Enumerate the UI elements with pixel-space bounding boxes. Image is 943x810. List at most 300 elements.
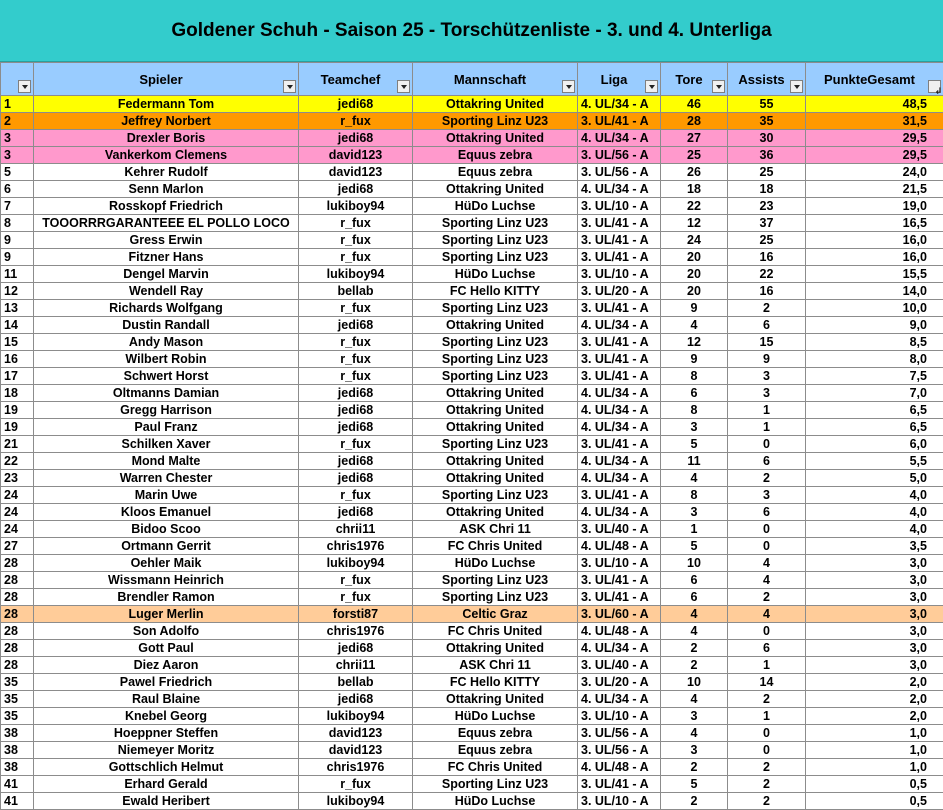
liga-cell[interactable]: 4. UL/34 - A xyxy=(578,419,661,436)
player-cell[interactable]: Andy Mason xyxy=(34,334,299,351)
assists-cell[interactable]: 2 xyxy=(728,300,806,317)
assists-cell[interactable]: 6 xyxy=(728,504,806,521)
player-cell[interactable]: Pawel Friedrich xyxy=(34,674,299,691)
rank-cell[interactable]: 9 xyxy=(1,249,34,266)
goals-cell[interactable]: 25 xyxy=(661,147,728,164)
teamchef-cell[interactable]: r_fux xyxy=(299,487,413,504)
liga-cell[interactable]: 4. UL/34 - A xyxy=(578,181,661,198)
teamchef-cell[interactable]: jedi68 xyxy=(299,504,413,521)
points-cell[interactable]: 7,0 xyxy=(806,385,943,402)
team-cell[interactable]: Sporting Linz U23 xyxy=(413,300,578,317)
team-cell[interactable]: Ottakring United xyxy=(413,470,578,487)
liga-cell[interactable]: 3. UL/41 - A xyxy=(578,487,661,504)
assists-cell[interactable]: 4 xyxy=(728,572,806,589)
assists-cell[interactable]: 1 xyxy=(728,419,806,436)
player-cell[interactable]: Paul Franz xyxy=(34,419,299,436)
liga-cell[interactable]: 4. UL/34 - A xyxy=(578,402,661,419)
assists-cell[interactable]: 6 xyxy=(728,640,806,657)
teamchef-cell[interactable]: lukiboy94 xyxy=(299,266,413,283)
liga-cell[interactable]: 4. UL/48 - A xyxy=(578,759,661,776)
team-cell[interactable]: ASK Chri 11 xyxy=(413,657,578,674)
points-cell[interactable]: 21,5 xyxy=(806,181,943,198)
liga-cell[interactable]: 3. UL/40 - A xyxy=(578,657,661,674)
team-cell[interactable]: Ottakring United xyxy=(413,385,578,402)
rank-cell[interactable]: 19 xyxy=(1,419,34,436)
rank-cell[interactable]: 38 xyxy=(1,742,34,759)
player-cell[interactable]: Drexler Boris xyxy=(34,130,299,147)
points-cell[interactable]: 3,0 xyxy=(806,640,943,657)
points-cell[interactable]: 6,5 xyxy=(806,402,943,419)
filter-dropdown-icon[interactable] xyxy=(397,80,410,93)
liga-cell[interactable]: 4. UL/34 - A xyxy=(578,691,661,708)
team-cell[interactable]: HüDo Luchse xyxy=(413,793,578,810)
player-cell[interactable]: Senn Marlon xyxy=(34,181,299,198)
rank-cell[interactable]: 41 xyxy=(1,776,34,793)
team-cell[interactable]: Equus zebra xyxy=(413,725,578,742)
rank-cell[interactable]: 28 xyxy=(1,589,34,606)
teamchef-cell[interactable]: r_fux xyxy=(299,572,413,589)
goals-cell[interactable]: 9 xyxy=(661,300,728,317)
goals-cell[interactable]: 27 xyxy=(661,130,728,147)
team-cell[interactable]: HüDo Luchse xyxy=(413,708,578,725)
goals-cell[interactable]: 20 xyxy=(661,249,728,266)
liga-cell[interactable]: 4. UL/34 - A xyxy=(578,504,661,521)
assists-cell[interactable]: 0 xyxy=(728,521,806,538)
assists-cell[interactable]: 37 xyxy=(728,215,806,232)
rank-cell[interactable]: 38 xyxy=(1,725,34,742)
goals-cell[interactable]: 2 xyxy=(661,759,728,776)
rank-cell[interactable]: 16 xyxy=(1,351,34,368)
player-cell[interactable]: Wendell Ray xyxy=(34,283,299,300)
assists-cell[interactable]: 16 xyxy=(728,283,806,300)
rank-cell[interactable]: 28 xyxy=(1,657,34,674)
assists-cell[interactable]: 25 xyxy=(728,164,806,181)
teamchef-cell[interactable]: bellab xyxy=(299,283,413,300)
player-cell[interactable]: Jeffrey Norbert xyxy=(34,113,299,130)
goals-cell[interactable]: 10 xyxy=(661,555,728,572)
goals-cell[interactable]: 3 xyxy=(661,742,728,759)
player-cell[interactable]: Kloos Emanuel xyxy=(34,504,299,521)
player-cell[interactable]: Schwert Horst xyxy=(34,368,299,385)
player-cell[interactable]: Kehrer Rudolf xyxy=(34,164,299,181)
assists-cell[interactable]: 9 xyxy=(728,351,806,368)
goals-cell[interactable]: 11 xyxy=(661,453,728,470)
player-cell[interactable]: Ortmann Gerrit xyxy=(34,538,299,555)
team-cell[interactable]: HüDo Luchse xyxy=(413,266,578,283)
points-cell[interactable]: 1,0 xyxy=(806,742,943,759)
liga-cell[interactable]: 3. UL/40 - A xyxy=(578,521,661,538)
player-cell[interactable]: Ewald Heribert xyxy=(34,793,299,810)
points-cell[interactable]: 16,0 xyxy=(806,232,943,249)
liga-cell[interactable]: 3. UL/10 - A xyxy=(578,198,661,215)
team-cell[interactable]: Sporting Linz U23 xyxy=(413,368,578,385)
rank-cell[interactable]: 21 xyxy=(1,436,34,453)
rank-cell[interactable]: 28 xyxy=(1,555,34,572)
assists-cell[interactable]: 18 xyxy=(728,181,806,198)
goals-cell[interactable]: 5 xyxy=(661,538,728,555)
liga-cell[interactable]: 3. UL/41 - A xyxy=(578,351,661,368)
team-cell[interactable]: Sporting Linz U23 xyxy=(413,232,578,249)
team-cell[interactable]: Sporting Linz U23 xyxy=(413,334,578,351)
goals-cell[interactable]: 18 xyxy=(661,181,728,198)
rank-cell[interactable]: 7 xyxy=(1,198,34,215)
player-cell[interactable]: Warren Chester xyxy=(34,470,299,487)
player-cell[interactable]: TOOORRRGARANTEEE EL POLLO LOCO xyxy=(34,215,299,232)
teamchef-cell[interactable]: r_fux xyxy=(299,215,413,232)
player-cell[interactable]: Brendler Ramon xyxy=(34,589,299,606)
goals-cell[interactable]: 2 xyxy=(661,640,728,657)
points-cell[interactable]: 3,0 xyxy=(806,623,943,640)
assists-cell[interactable]: 35 xyxy=(728,113,806,130)
goals-cell[interactable]: 4 xyxy=(661,470,728,487)
goals-cell[interactable]: 12 xyxy=(661,334,728,351)
team-cell[interactable]: Ottakring United xyxy=(413,96,578,113)
liga-cell[interactable]: 3. UL/41 - A xyxy=(578,334,661,351)
team-cell[interactable]: Sporting Linz U23 xyxy=(413,436,578,453)
team-cell[interactable]: ASK Chri 11 xyxy=(413,521,578,538)
points-cell[interactable]: 5,0 xyxy=(806,470,943,487)
teamchef-cell[interactable]: jedi68 xyxy=(299,470,413,487)
assists-cell[interactable]: 22 xyxy=(728,266,806,283)
goals-cell[interactable]: 2 xyxy=(661,793,728,810)
rank-cell[interactable]: 11 xyxy=(1,266,34,283)
teamchef-cell[interactable]: david123 xyxy=(299,164,413,181)
points-cell[interactable]: 14,0 xyxy=(806,283,943,300)
teamchef-cell[interactable]: r_fux xyxy=(299,436,413,453)
points-cell[interactable]: 16,5 xyxy=(806,215,943,232)
team-cell[interactable]: Ottakring United xyxy=(413,419,578,436)
rank-cell[interactable]: 15 xyxy=(1,334,34,351)
goals-cell[interactable]: 10 xyxy=(661,674,728,691)
team-cell[interactable]: Sporting Linz U23 xyxy=(413,215,578,232)
player-cell[interactable]: Oehler Maik xyxy=(34,555,299,572)
goals-cell[interactable]: 4 xyxy=(661,623,728,640)
teamchef-cell[interactable]: lukiboy94 xyxy=(299,198,413,215)
rank-cell[interactable]: 17 xyxy=(1,368,34,385)
rank-cell[interactable]: 6 xyxy=(1,181,34,198)
assists-cell[interactable]: 16 xyxy=(728,249,806,266)
player-cell[interactable]: Hoeppner Steffen xyxy=(34,725,299,742)
team-cell[interactable]: Ottakring United xyxy=(413,453,578,470)
goals-cell[interactable]: 5 xyxy=(661,776,728,793)
liga-cell[interactable]: 4. UL/48 - A xyxy=(578,623,661,640)
assists-cell[interactable]: 6 xyxy=(728,453,806,470)
points-cell[interactable]: 3,0 xyxy=(806,555,943,572)
goals-cell[interactable]: 2 xyxy=(661,657,728,674)
teamchef-cell[interactable]: r_fux xyxy=(299,113,413,130)
liga-cell[interactable]: 4. UL/34 - A xyxy=(578,385,661,402)
teamchef-cell[interactable]: jedi68 xyxy=(299,691,413,708)
teamchef-cell[interactable]: david123 xyxy=(299,147,413,164)
assists-cell[interactable]: 55 xyxy=(728,96,806,113)
rank-cell[interactable]: 9 xyxy=(1,232,34,249)
liga-cell[interactable]: 3. UL/56 - A xyxy=(578,147,661,164)
points-cell[interactable]: 3,0 xyxy=(806,657,943,674)
points-cell[interactable]: 8,5 xyxy=(806,334,943,351)
goals-cell[interactable]: 9 xyxy=(661,351,728,368)
liga-cell[interactable]: 3. UL/41 - A xyxy=(578,368,661,385)
assists-cell[interactable]: 0 xyxy=(728,742,806,759)
team-cell[interactable]: FC Chris United xyxy=(413,623,578,640)
rank-cell[interactable]: 28 xyxy=(1,640,34,657)
rank-cell[interactable]: 18 xyxy=(1,385,34,402)
rank-cell[interactable]: 8 xyxy=(1,215,34,232)
assists-cell[interactable]: 25 xyxy=(728,232,806,249)
goals-cell[interactable]: 3 xyxy=(661,708,728,725)
teamchef-cell[interactable]: jedi68 xyxy=(299,96,413,113)
rank-cell[interactable]: 24 xyxy=(1,504,34,521)
player-cell[interactable]: Knebel Georg xyxy=(34,708,299,725)
team-cell[interactable]: FC Hello KITTY xyxy=(413,674,578,691)
team-cell[interactable]: Sporting Linz U23 xyxy=(413,487,578,504)
rank-cell[interactable]: 28 xyxy=(1,572,34,589)
liga-cell[interactable]: 3. UL/10 - A xyxy=(578,266,661,283)
liga-cell[interactable]: 3. UL/41 - A xyxy=(578,436,661,453)
points-cell[interactable]: 3,0 xyxy=(806,606,943,623)
liga-cell[interactable]: 3. UL/41 - A xyxy=(578,300,661,317)
liga-cell[interactable]: 3. UL/41 - A xyxy=(578,572,661,589)
player-cell[interactable]: Marin Uwe xyxy=(34,487,299,504)
assists-cell[interactable]: 4 xyxy=(728,555,806,572)
liga-cell[interactable]: 4. UL/48 - A xyxy=(578,538,661,555)
points-cell[interactable]: 2,0 xyxy=(806,708,943,725)
player-cell[interactable]: Federmann Tom xyxy=(34,96,299,113)
rank-cell[interactable]: 2 xyxy=(1,113,34,130)
assists-cell[interactable]: 1 xyxy=(728,402,806,419)
points-cell[interactable]: 1,0 xyxy=(806,759,943,776)
liga-cell[interactable]: 3. UL/20 - A xyxy=(578,283,661,300)
goals-cell[interactable]: 8 xyxy=(661,402,728,419)
team-cell[interactable]: FC Chris United xyxy=(413,538,578,555)
teamchef-cell[interactable]: jedi68 xyxy=(299,317,413,334)
teamchef-cell[interactable]: david123 xyxy=(299,742,413,759)
points-cell[interactable]: 4,0 xyxy=(806,504,943,521)
assists-cell[interactable]: 23 xyxy=(728,198,806,215)
points-cell[interactable]: 10,0 xyxy=(806,300,943,317)
player-cell[interactable]: Mond Malte xyxy=(34,453,299,470)
points-cell[interactable]: 6,5 xyxy=(806,419,943,436)
points-cell[interactable]: 6,0 xyxy=(806,436,943,453)
goals-cell[interactable]: 8 xyxy=(661,368,728,385)
player-cell[interactable]: Oltmanns Damian xyxy=(34,385,299,402)
rank-cell[interactable]: 5 xyxy=(1,164,34,181)
liga-cell[interactable]: 4. UL/34 - A xyxy=(578,317,661,334)
team-cell[interactable]: HüDo Luchse xyxy=(413,555,578,572)
player-cell[interactable]: Diez Aaron xyxy=(34,657,299,674)
team-cell[interactable]: FC Chris United xyxy=(413,759,578,776)
player-cell[interactable]: Vankerkom Clemens xyxy=(34,147,299,164)
goals-cell[interactable]: 12 xyxy=(661,215,728,232)
teamchef-cell[interactable]: forsti87 xyxy=(299,606,413,623)
assists-cell[interactable]: 3 xyxy=(728,385,806,402)
liga-cell[interactable]: 3. UL/10 - A xyxy=(578,793,661,810)
liga-cell[interactable]: 4. UL/34 - A xyxy=(578,96,661,113)
goals-cell[interactable]: 26 xyxy=(661,164,728,181)
player-cell[interactable]: Gott Paul xyxy=(34,640,299,657)
assists-cell[interactable]: 30 xyxy=(728,130,806,147)
team-cell[interactable]: Equus zebra xyxy=(413,164,578,181)
teamchef-cell[interactable]: r_fux xyxy=(299,368,413,385)
goals-cell[interactable]: 3 xyxy=(661,419,728,436)
filter-dropdown-icon[interactable] xyxy=(283,80,296,93)
team-cell[interactable]: Sporting Linz U23 xyxy=(413,113,578,130)
rank-cell[interactable]: 3 xyxy=(1,147,34,164)
team-cell[interactable]: Ottakring United xyxy=(413,317,578,334)
assists-cell[interactable]: 0 xyxy=(728,623,806,640)
liga-cell[interactable]: 3. UL/41 - A xyxy=(578,776,661,793)
rank-cell[interactable]: 28 xyxy=(1,606,34,623)
rank-cell[interactable]: 1 xyxy=(1,96,34,113)
assists-cell[interactable]: 2 xyxy=(728,589,806,606)
player-cell[interactable]: Son Adolfo xyxy=(34,623,299,640)
team-cell[interactable]: Sporting Linz U23 xyxy=(413,589,578,606)
filter-dropdown-icon[interactable] xyxy=(712,80,725,93)
points-cell[interactable]: 1,0 xyxy=(806,725,943,742)
team-cell[interactable]: Equus zebra xyxy=(413,147,578,164)
filter-dropdown-icon[interactable] xyxy=(645,80,658,93)
goals-cell[interactable]: 6 xyxy=(661,589,728,606)
teamchef-cell[interactable]: jedi68 xyxy=(299,130,413,147)
liga-cell[interactable]: 4. UL/34 - A xyxy=(578,470,661,487)
points-cell[interactable]: 31,5 xyxy=(806,113,943,130)
player-cell[interactable]: Erhard Gerald xyxy=(34,776,299,793)
teamchef-cell[interactable]: r_fux xyxy=(299,589,413,606)
points-cell[interactable]: 24,0 xyxy=(806,164,943,181)
points-cell[interactable]: 4,0 xyxy=(806,487,943,504)
rank-cell[interactable]: 13 xyxy=(1,300,34,317)
points-cell[interactable]: 5,5 xyxy=(806,453,943,470)
player-cell[interactable]: Gregg Harrison xyxy=(34,402,299,419)
teamchef-cell[interactable]: jedi68 xyxy=(299,181,413,198)
player-cell[interactable]: Raul Blaine xyxy=(34,691,299,708)
assists-cell[interactable]: 6 xyxy=(728,317,806,334)
assists-cell[interactable]: 1 xyxy=(728,657,806,674)
goals-cell[interactable]: 4 xyxy=(661,606,728,623)
points-cell[interactable]: 3,5 xyxy=(806,538,943,555)
points-cell[interactable]: 48,5 xyxy=(806,96,943,113)
points-cell[interactable]: 4,0 xyxy=(806,521,943,538)
teamchef-cell[interactable]: chrii11 xyxy=(299,521,413,538)
filter-dropdown-icon[interactable] xyxy=(562,80,575,93)
goals-cell[interactable]: 24 xyxy=(661,232,728,249)
rank-cell[interactable]: 35 xyxy=(1,674,34,691)
teamchef-cell[interactable]: r_fux xyxy=(299,776,413,793)
player-cell[interactable]: Fitzner Hans xyxy=(34,249,299,266)
assists-cell[interactable]: 0 xyxy=(728,436,806,453)
filter-dropdown-icon[interactable] xyxy=(18,80,31,93)
points-cell[interactable]: 3,0 xyxy=(806,572,943,589)
player-cell[interactable]: Niemeyer Moritz xyxy=(34,742,299,759)
points-cell[interactable]: 29,5 xyxy=(806,147,943,164)
rank-cell[interactable]: 24 xyxy=(1,487,34,504)
teamchef-cell[interactable]: jedi68 xyxy=(299,453,413,470)
rank-cell[interactable]: 41 xyxy=(1,793,34,810)
goals-cell[interactable]: 20 xyxy=(661,266,728,283)
player-cell[interactable]: Rosskopf Friedrich xyxy=(34,198,299,215)
goals-cell[interactable]: 5 xyxy=(661,436,728,453)
player-cell[interactable]: Wilbert Robin xyxy=(34,351,299,368)
team-cell[interactable]: Ottakring United xyxy=(413,504,578,521)
points-cell[interactable]: 0,5 xyxy=(806,793,943,810)
liga-cell[interactable]: 3. UL/41 - A xyxy=(578,215,661,232)
liga-cell[interactable]: 3. UL/41 - A xyxy=(578,113,661,130)
rank-cell[interactable]: 24 xyxy=(1,521,34,538)
teamchef-cell[interactable]: jedi68 xyxy=(299,640,413,657)
player-cell[interactable]: Luger Merlin xyxy=(34,606,299,623)
rank-cell[interactable]: 35 xyxy=(1,691,34,708)
liga-cell[interactable]: 3. UL/41 - A xyxy=(578,589,661,606)
team-cell[interactable]: Ottakring United xyxy=(413,130,578,147)
player-cell[interactable]: Dengel Marvin xyxy=(34,266,299,283)
teamchef-cell[interactable]: jedi68 xyxy=(299,385,413,402)
points-cell[interactable]: 8,0 xyxy=(806,351,943,368)
team-cell[interactable]: Ottakring United xyxy=(413,640,578,657)
goals-cell[interactable]: 4 xyxy=(661,317,728,334)
team-cell[interactable]: Sporting Linz U23 xyxy=(413,249,578,266)
team-cell[interactable]: Sporting Linz U23 xyxy=(413,351,578,368)
goals-cell[interactable]: 8 xyxy=(661,487,728,504)
team-cell[interactable]: Sporting Linz U23 xyxy=(413,572,578,589)
team-cell[interactable]: FC Hello KITTY xyxy=(413,283,578,300)
points-cell[interactable]: 2,0 xyxy=(806,691,943,708)
rank-cell[interactable]: 38 xyxy=(1,759,34,776)
rank-cell[interactable]: 14 xyxy=(1,317,34,334)
points-cell[interactable]: 29,5 xyxy=(806,130,943,147)
assists-cell[interactable]: 4 xyxy=(728,606,806,623)
player-cell[interactable]: Gottschlich Helmut xyxy=(34,759,299,776)
rank-cell[interactable]: 27 xyxy=(1,538,34,555)
goals-cell[interactable]: 46 xyxy=(661,96,728,113)
team-cell[interactable]: Ottakring United xyxy=(413,402,578,419)
liga-cell[interactable]: 3. UL/56 - A xyxy=(578,164,661,181)
teamchef-cell[interactable]: r_fux xyxy=(299,334,413,351)
team-cell[interactable]: Equus zebra xyxy=(413,742,578,759)
liga-cell[interactable]: 3. UL/10 - A xyxy=(578,555,661,572)
points-cell[interactable]: 2,0 xyxy=(806,674,943,691)
teamchef-cell[interactable]: chrii11 xyxy=(299,657,413,674)
liga-cell[interactable]: 3. UL/41 - A xyxy=(578,232,661,249)
goals-cell[interactable]: 4 xyxy=(661,691,728,708)
rank-cell[interactable]: 35 xyxy=(1,708,34,725)
player-cell[interactable]: Bidoo Scoo xyxy=(34,521,299,538)
teamchef-cell[interactable]: chris1976 xyxy=(299,759,413,776)
liga-cell[interactable]: 3. UL/20 - A xyxy=(578,674,661,691)
points-cell[interactable]: 7,5 xyxy=(806,368,943,385)
goals-cell[interactable]: 6 xyxy=(661,385,728,402)
liga-cell[interactable]: 3. UL/10 - A xyxy=(578,708,661,725)
team-cell[interactable]: Ottakring United xyxy=(413,691,578,708)
teamchef-cell[interactable]: jedi68 xyxy=(299,402,413,419)
team-cell[interactable]: Celtic Graz xyxy=(413,606,578,623)
teamchef-cell[interactable]: david123 xyxy=(299,725,413,742)
teamchef-cell[interactable]: chris1976 xyxy=(299,623,413,640)
teamchef-cell[interactable]: r_fux xyxy=(299,232,413,249)
goals-cell[interactable]: 1 xyxy=(661,521,728,538)
rank-cell[interactable]: 28 xyxy=(1,623,34,640)
player-cell[interactable]: Schilken Xaver xyxy=(34,436,299,453)
assists-cell[interactable]: 3 xyxy=(728,368,806,385)
teamchef-cell[interactable]: bellab xyxy=(299,674,413,691)
liga-cell[interactable]: 4. UL/34 - A xyxy=(578,130,661,147)
assists-cell[interactable]: 0 xyxy=(728,538,806,555)
liga-cell[interactable]: 3. UL/41 - A xyxy=(578,249,661,266)
rank-cell[interactable]: 23 xyxy=(1,470,34,487)
team-cell[interactable]: HüDo Luchse xyxy=(413,198,578,215)
assists-cell[interactable]: 0 xyxy=(728,725,806,742)
goals-cell[interactable]: 22 xyxy=(661,198,728,215)
liga-cell[interactable]: 3. UL/60 - A xyxy=(578,606,661,623)
goals-cell[interactable]: 4 xyxy=(661,725,728,742)
